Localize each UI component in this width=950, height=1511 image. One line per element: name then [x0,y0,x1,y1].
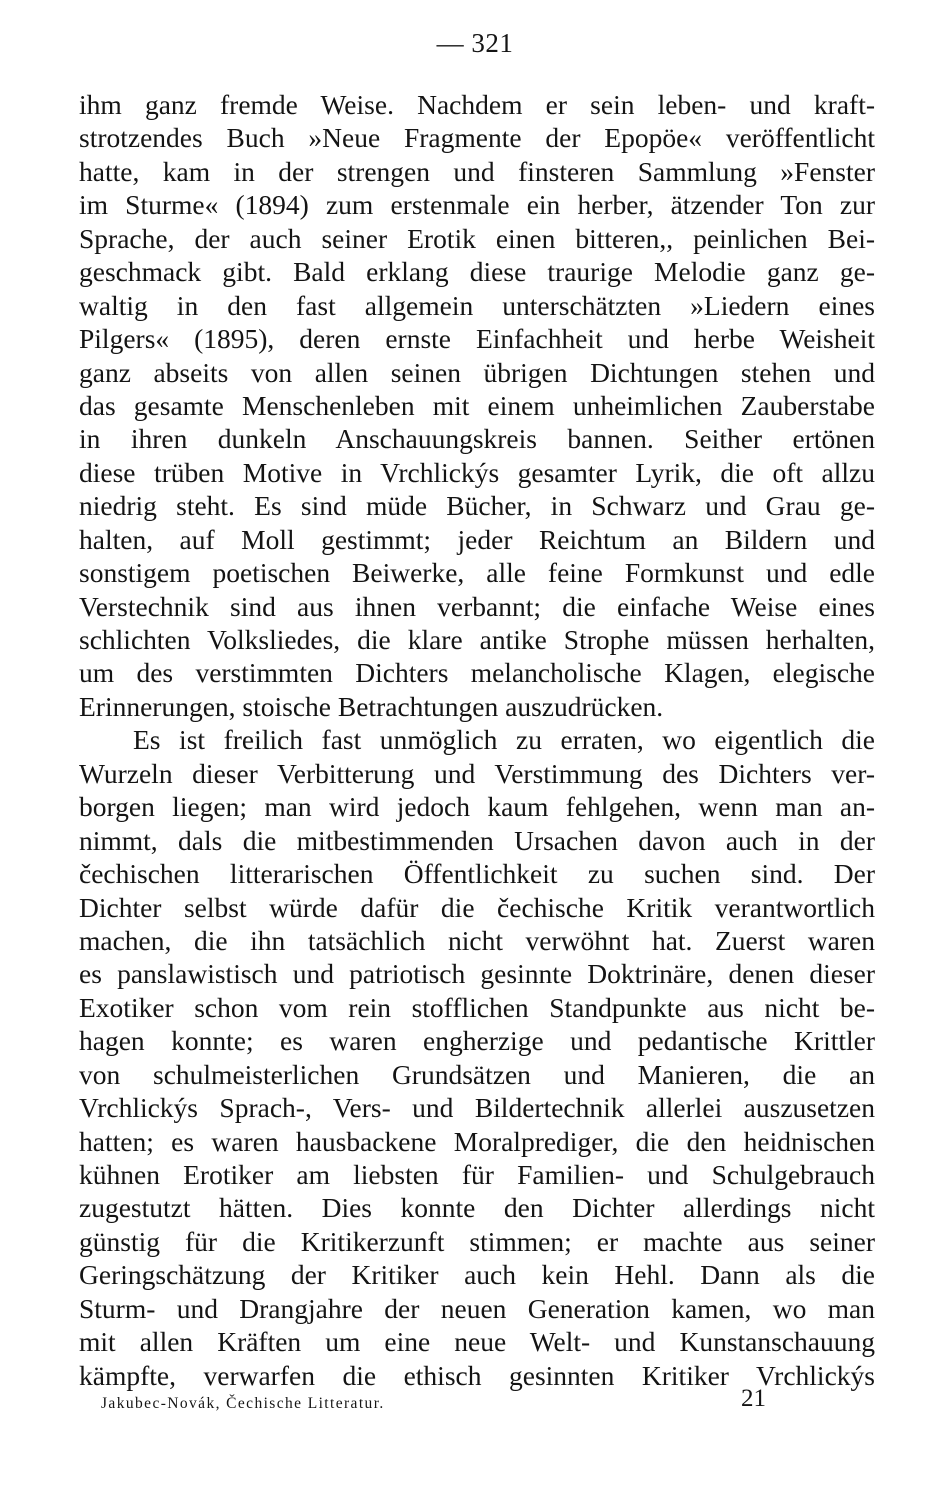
text-line: Es ist freilich fast unmöglich zu erraten, wo eigentlich die [133,724,875,756]
text-line: sonstigem poetischen Beiwerke, alle feine Formkunst und edle [79,557,875,589]
text-line: schlichten Volksliedes, die klare antike Strophe müssen herhalten, [79,624,875,655]
text-line: günstig für die Kritikerzunft stimmen; er machte aus seiner [79,1225,875,1257]
text-line: Wurzeln dieser Verbitterung und Verstimmung des Dichters ver- [79,757,875,789]
page-footer [0,1385,950,1425]
text-line: in ihren dunkeln Anschauungskreis bannen. Seither ertönen [79,423,875,455]
text-line: kämpfte, verwarfen die ethisch gesinnten Kritiker Vrchlickýs [79,1359,875,1391]
paragraph [79,723,875,1392]
text-line: mit allen Kräften um eine neue Welt- und Kunstanschauung [79,1326,875,1358]
text-line: ihm ganz fremde Weise. Nachdem er sein leben- und kraft- [79,89,875,120]
paragraph [79,88,875,723]
text-line: hagen konnte; es waren engherzige und pedantische Krittler [79,1025,875,1057]
text-line: strotzendes Buch »Neue Fragmente der Epopöe« veröffentlicht [79,122,875,154]
text-line: Erinnerungen, stoische Betrachtungen auszudrücken. [79,690,664,722]
text-line: borgen liegen; man wird jedoch kaum fehlgehen, wenn man an- [79,791,875,823]
text-line: von schulmeisterlichen Grundsätzen und Manieren, die an [79,1058,875,1090]
text-line: im Sturme« (1894) zum erstenmale ein herber, ätzender Ton zur [79,189,875,221]
text-line: um des verstimmten Dichters melancholische Klagen, elegische [79,657,875,689]
text-line: ganz abseits von allen seinen übrigen Dichtungen stehen und [79,356,875,388]
text-line: hatte, kam in der strengen und finsteren Sammlung »Fenster [79,155,875,187]
text-line: niedrig steht. Es sind müde Bücher, in Schwarz und Grau ge- [79,490,875,522]
text-line: halten, auf Moll gestimmt; jeder Reichtum an Bildern und [79,523,875,555]
text-line: machen, die ihn tatsächlich nicht verwöhnt hat. Zuerst waren [79,924,875,956]
text-line: zugestutzt hätten. Dies konnte den Dichter allerdings nicht [79,1192,875,1224]
text-line: Exotiker schon vom rein stofflichen Standpunkte aus nicht be- [79,991,875,1023]
text-line: Vrchlickýs Sprach-, Vers- und Bildertechnik allerlei auszusetzen [79,1092,875,1124]
text-line: geschmack gibt. Bald erklang diese traurige Melodie ganz ge- [79,256,875,288]
body-text [79,88,875,1392]
text-line: čechischen litterarischen Öffentlichkeit zu suchen sind. Der [79,858,875,890]
text-line: Sprache, der auch seiner Erotik einen bitteren,, peinlichen Bei- [79,222,875,254]
text-line: hatten; es waren hausbackene Moralprediger, die den heidnischen [79,1125,875,1157]
text-line: Geringschätzung der Kritiker auch kein Hehl. Dann als die [79,1259,875,1291]
text-line: das gesamte Menschenleben mit einem unheimlichen Zauberstabe [79,389,875,421]
text-line: es panslawistisch und patriotisch gesinnte Doktrinäre, denen dieser [79,958,875,990]
footer-sheet-number: 21 [741,1385,766,1412]
text-line: waltig in den fast allgemein unterschätzten »Liedern eines [79,289,875,321]
footer-signature: Jakubec-Novák, Čechische Litteratur. [101,1395,385,1412]
text-line: Pilgers« (1895), deren ernste Einfachheit und herbe Weisheit [79,323,875,355]
page-number: — 321 [436,28,514,58]
text-line: Sturm- und Drangjahre der neuen Generation kamen, wo man [79,1292,875,1324]
text-line: kühnen Erotiker am liebsten für Familien- und Schulgebrauch [79,1159,875,1190]
text-line: Verstechnik sind aus ihnen verbannt; die einfache Weise eines [79,590,875,622]
text-line: nimmt, dals die mitbestimmenden Ursachen davon auch in der [79,824,875,856]
text-line: Dichter selbst würde dafür die čechische Kritik verantwortlich [79,891,875,923]
text-line: diese trüben Motive in Vrchlickýs gesamter Lyrik, die oft allzu [79,456,875,488]
